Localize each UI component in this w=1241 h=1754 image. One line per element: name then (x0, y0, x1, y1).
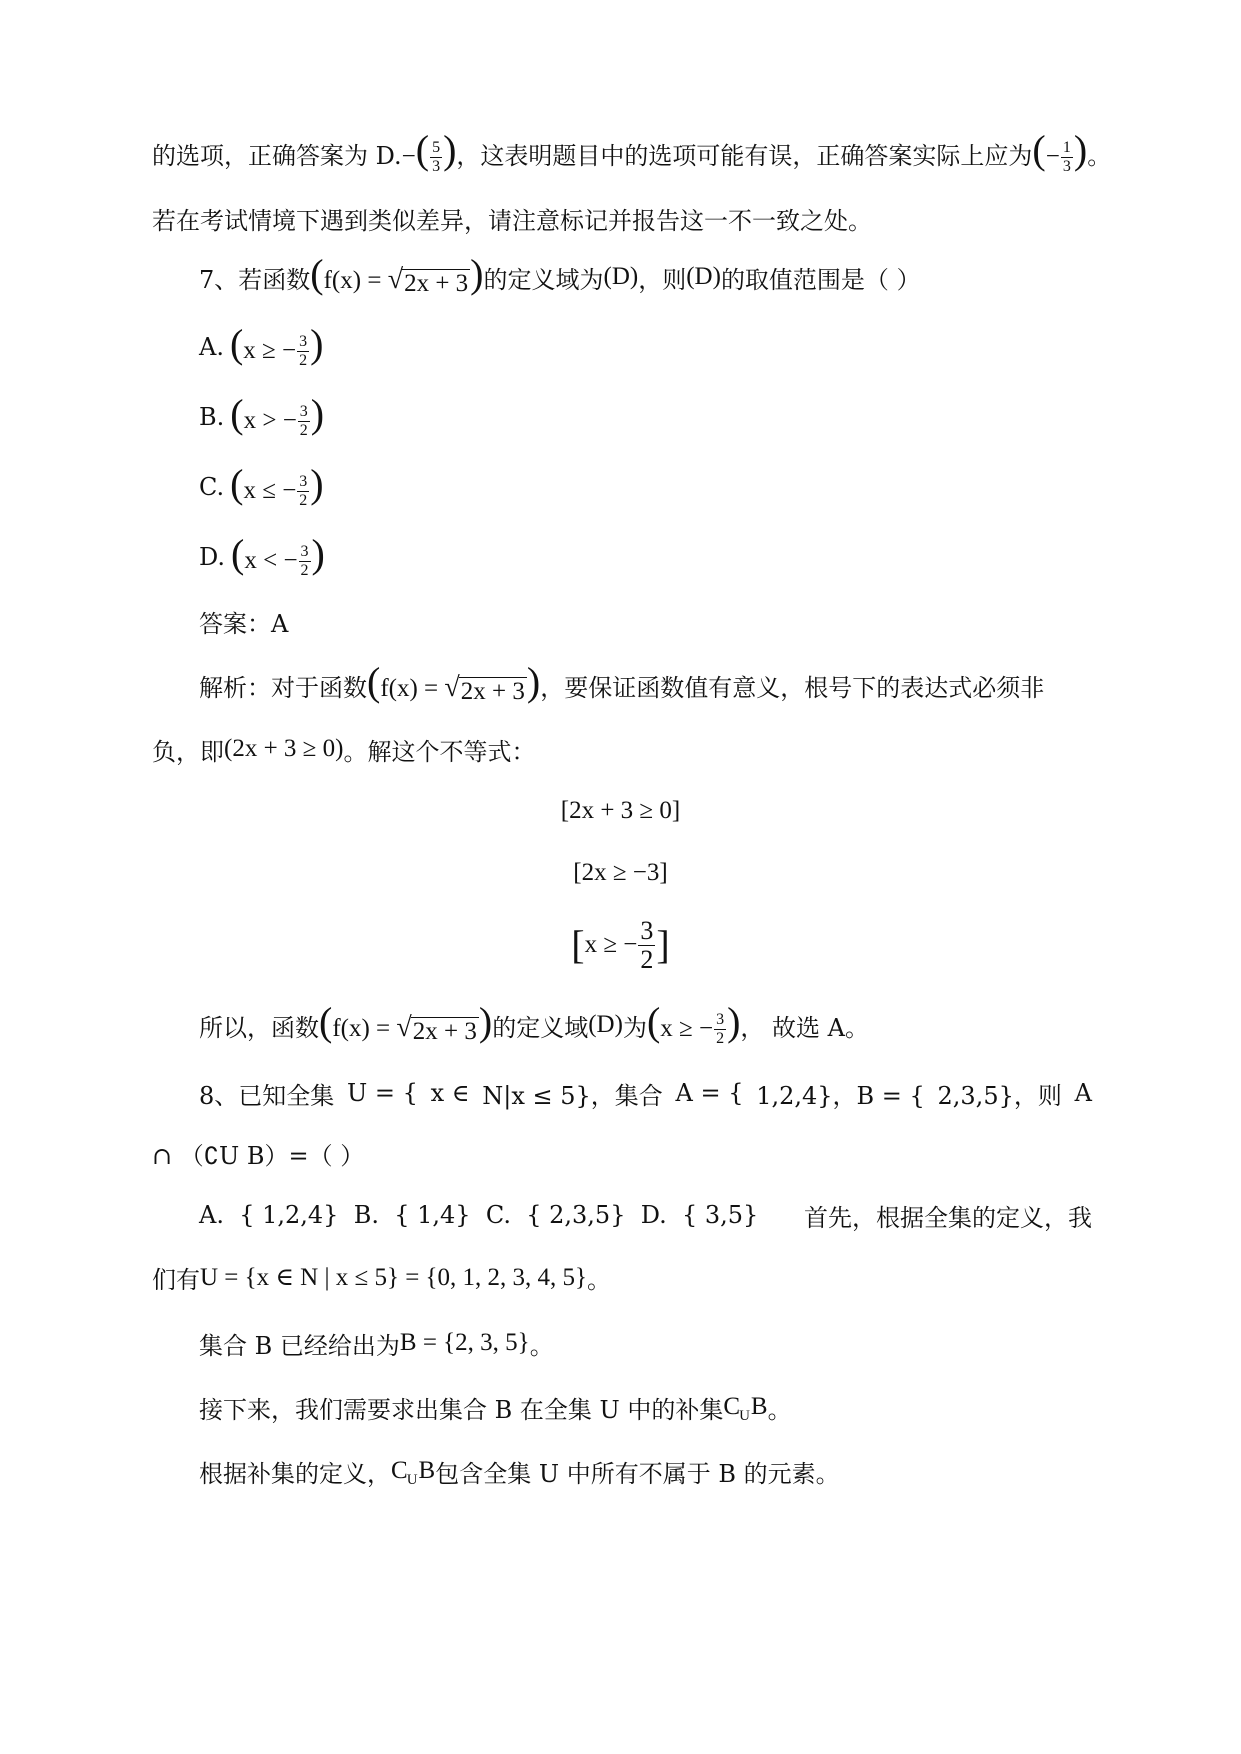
set-b-line: 集合 B 已经给出为 B = {2, 3, 5} 。 (199, 1329, 554, 1360)
fraction: $\frac{3}{2}$ (299, 333, 308, 370)
complement-line: 接下来，我们需要求出集合 B 在全集 U 中的补集 $C_UB$ 。 (199, 1393, 792, 1424)
fraction: $\frac{3}{2}$ (640, 915, 654, 974)
sqrt: √ 2x + 3 (444, 672, 525, 706)
question-8-options: A. { 1,2,4} B. { 1,4} C. { 2,3,5} D. { 3,5} 首先，根据全集的定义，我 (199, 1201, 1092, 1232)
fraction: $\frac{3}{2}$ (299, 473, 308, 510)
math-fraction-expression: (− $\frac{1}{3}$ ) (1032, 126, 1088, 176)
question-8-cont: ∩ （∁U B）=（ ） (152, 1141, 365, 1170)
sqrt: √ 2x + 3 (396, 1012, 477, 1046)
fraction: $\frac{5}{3}$ (432, 139, 441, 176)
minus-sign: − (401, 142, 416, 170)
text: 。 (1087, 141, 1112, 170)
fraction: $\frac{3}{2}$ (299, 403, 308, 440)
solve-step-1: [2x + 3 ≥ 0] (560, 797, 681, 824)
text: 的选项，正确答案为 D. (152, 141, 402, 170)
option-d: D. (x < − $\frac{3}{2}$ ) (199, 530, 325, 580)
text: ，这表明题目中的选项可能有误，正确答案实际上应为 (456, 141, 1033, 170)
math-fraction-expression: −( $\frac{5}{3}$ ) (401, 126, 457, 176)
text: 若在考试情境下遇到类似差异，请注意标记并报告这一不一致之处。 (152, 206, 872, 235)
solve-step-3: [ x ≥ − $\frac{3}{2}$ ] (571, 915, 670, 974)
universe-line: 们有 U = {x ∈ N | x ≤ 5} = {0, 1, 2, 3, 4, 5} 。 (152, 1264, 612, 1294)
function-expression: (f(x) = √ 2x + 3 ) (367, 659, 541, 706)
question-7: 7、若函数 (f(x) = √ 2x + 3 ) 的定义域为 (D) ，则 (D) 的取值范围是（ ） (199, 251, 921, 298)
conclusion-line: 所以，函数 (f(x) = √ 2x + 3 ) 的定义域 (D) 为 (x ≥ − $\frac{3}{2}$ ) ， 故选 A。 (199, 998, 870, 1048)
function-expression: (f(x) = √ 2x + 3 ) (310, 251, 484, 298)
fraction: $\frac{3}{2}$ (300, 543, 309, 580)
option-c: C. (x ≤ − $\frac{3}{2}$ ) (199, 460, 324, 510)
definition-line: 根据补集的定义， $C_UB$ 包含全集 U 中所有不属于 B 的元素。 (199, 1457, 840, 1488)
option-b: B. (x > − $\frac{3}{2}$ ) (199, 390, 325, 440)
paragraph-line (0, 128, 1241, 178)
analysis-line: 解析：对于函数 (f(x) = √ 2x + 3 ) ，要保证函数值有意义，根号下的表达式必须非 (199, 659, 1045, 706)
fraction: $\frac{3}{2}$ (716, 1011, 725, 1048)
option-a: A. (x ≥ − $\frac{3}{2}$ ) (199, 320, 324, 370)
solve-step-2: [2x ≥ −3] (573, 859, 668, 886)
sqrt: √ 2x + 3 (387, 264, 469, 298)
question-8: 8、已知全集 U = { x ∈ N|x ≤ 5}，集合 A = { 1,2,4}，B = { 2,3,5}，则 A (199, 1079, 1092, 1110)
answer: 答案：A (199, 609, 289, 638)
function-expression: (f(x) = √ 2x + 3 ) (319, 999, 493, 1046)
analysis-line: 负，即 (2x + 3 ≥ 0) 。解这个不等式： (152, 735, 536, 766)
fraction: $\frac{1}{3}$ (1062, 139, 1071, 176)
paragraph-line (0, 193, 1241, 243)
